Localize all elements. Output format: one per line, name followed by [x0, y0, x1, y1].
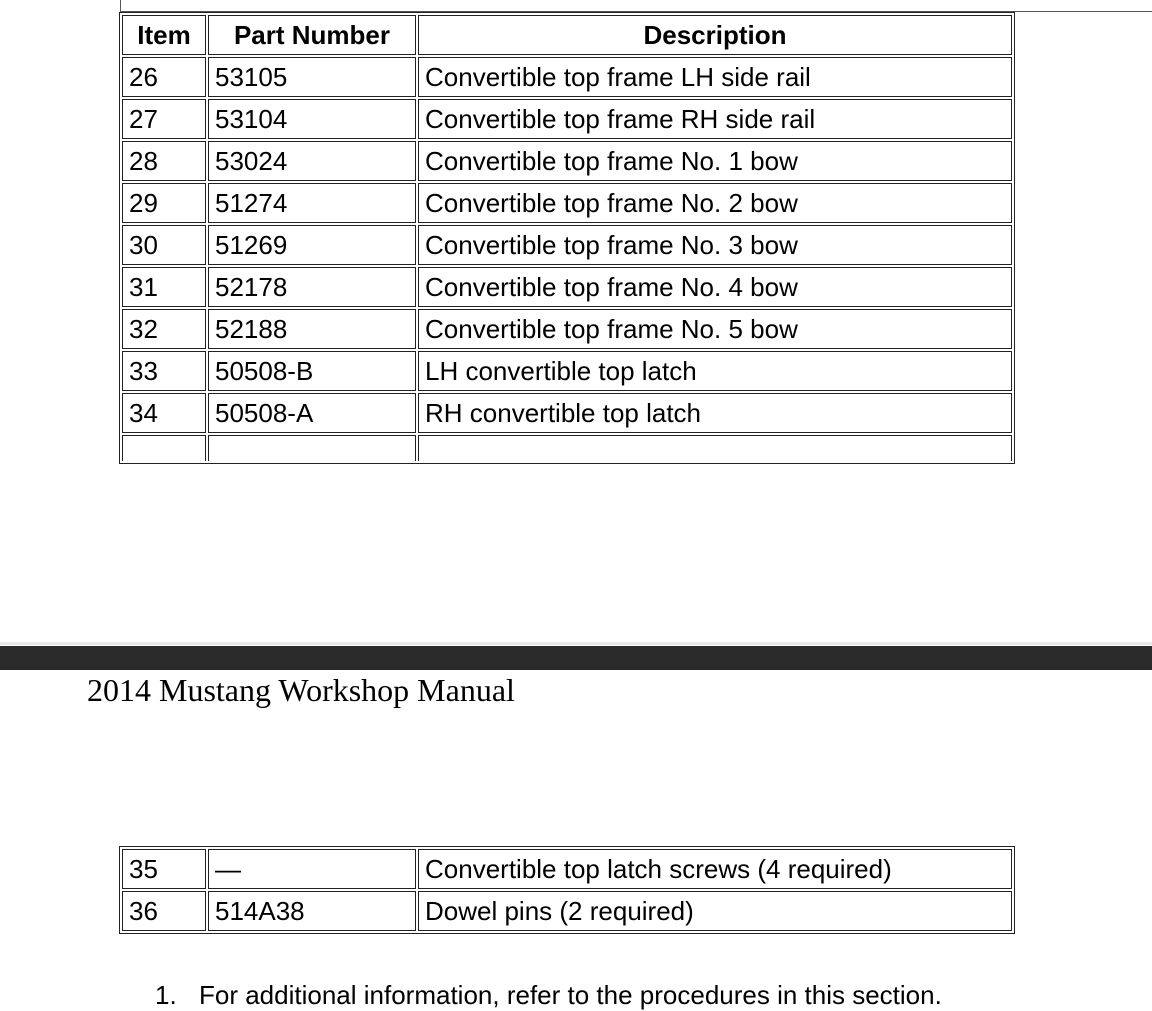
cell-item: 30	[122, 225, 206, 265]
cell-part-number: 53104	[208, 99, 416, 139]
page-frame-top	[120, 0, 1152, 12]
table-row	[122, 57, 1012, 97]
cell-description: Convertible top latch screws (4 required)	[418, 849, 1012, 889]
page-title: 2014 Mustang Workshop Manual	[87, 672, 515, 708]
cell-description: Convertible top frame No. 4 bow	[418, 267, 1012, 307]
empty-cell	[208, 435, 416, 461]
cell-item: 28	[122, 141, 206, 181]
cell-description: LH convertible top latch	[418, 351, 1012, 391]
cell-item: 31	[122, 267, 206, 307]
table-row	[122, 849, 1012, 889]
cell-item: 27	[122, 99, 206, 139]
cell-part-number: 51274	[208, 183, 416, 223]
table-row	[122, 309, 1012, 349]
page-separator-light	[0, 642, 1152, 645]
cell-part-number: 52188	[208, 309, 416, 349]
empty-cell	[122, 435, 206, 461]
cell-description: Convertible top frame No. 2 bow	[418, 183, 1012, 223]
cell-description: Convertible top frame No. 5 bow	[418, 309, 1012, 349]
table-row	[122, 99, 1012, 139]
table-row	[122, 393, 1012, 433]
parts-table-page1	[119, 12, 1015, 464]
cell-item: 33	[122, 351, 206, 391]
cell-description: Convertible top frame No. 3 bow	[418, 225, 1012, 265]
table-row	[122, 351, 1012, 391]
header-description: Description	[418, 15, 1012, 55]
footnote-text: For additional information, refer to the procedures in this section.	[199, 980, 942, 1010]
cell-part-number: 50508-A	[208, 393, 416, 433]
cell-item: 36	[122, 891, 206, 931]
cell-description: Convertible top frame No. 1 bow	[418, 141, 1012, 181]
table-row	[122, 141, 1012, 181]
page-cut	[0, 498, 1152, 518]
table-row-continued	[122, 435, 1012, 461]
cell-part-number: 51269	[208, 225, 416, 265]
header-part-number: Part Number	[208, 15, 416, 55]
empty-cell	[418, 435, 1012, 461]
cell-part-number: 514A38	[208, 891, 416, 931]
cell-description: Dowel pins (2 required)	[418, 891, 1012, 931]
cell-item: 26	[122, 57, 206, 97]
cell-description: Convertible top frame RH side rail	[418, 99, 1012, 139]
table-row	[122, 267, 1012, 307]
table-row	[122, 891, 1012, 931]
table-row	[122, 225, 1012, 265]
cell-item: 35	[122, 849, 206, 889]
parts-table-page2	[119, 846, 1015, 934]
cell-part-number: —	[208, 849, 416, 889]
cell-part-number: 50508-B	[208, 351, 416, 391]
cell-part-number: 53024	[208, 141, 416, 181]
cell-item: 29	[122, 183, 206, 223]
table-row	[122, 183, 1012, 223]
footnote-number: 1.	[155, 980, 177, 1010]
cell-part-number: 53105	[208, 57, 416, 97]
cell-description: RH convertible top latch	[418, 393, 1012, 433]
cell-item: 34	[122, 393, 206, 433]
table-header-row	[122, 15, 1012, 55]
cell-part-number: 52178	[208, 267, 416, 307]
cell-description: Convertible top frame LH side rail	[418, 57, 1012, 97]
page-separator	[0, 646, 1152, 670]
header-item: Item	[122, 15, 206, 55]
footnote	[155, 980, 942, 1011]
cell-item: 32	[122, 309, 206, 349]
